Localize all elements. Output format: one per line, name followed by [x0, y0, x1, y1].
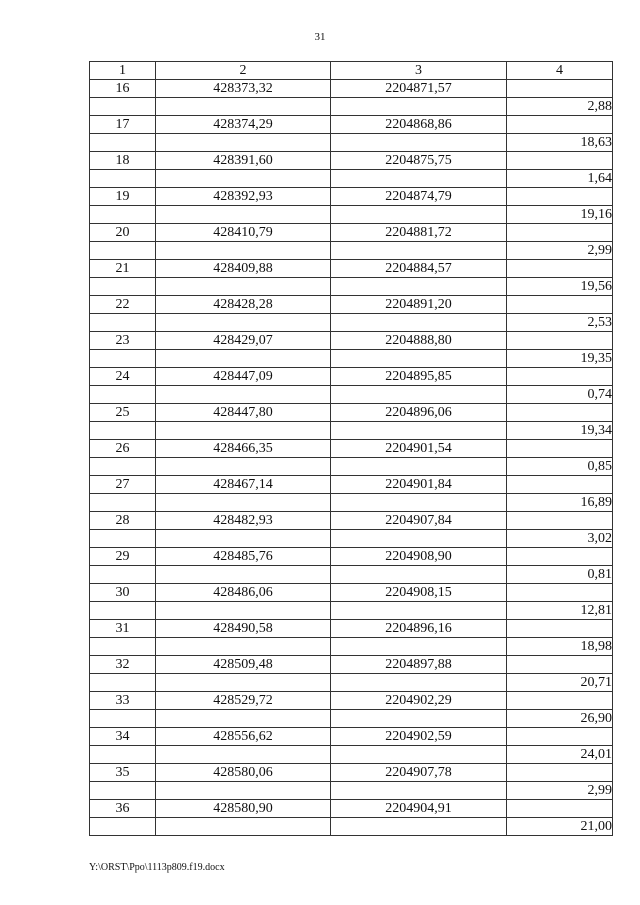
- y-coordinate-cell: 2204896,16: [331, 620, 507, 638]
- table-row: [90, 782, 613, 800]
- x-coordinate-cell: [156, 278, 331, 296]
- distance-cell: 0,85: [507, 458, 613, 476]
- distance-cell: 0,81: [507, 566, 613, 584]
- y-coordinate-cell: 2204881,72: [331, 224, 507, 242]
- x-coordinate-cell: 428482,93: [156, 512, 331, 530]
- y-coordinate-cell: 2204897,88: [331, 656, 507, 674]
- distance-cell: [507, 692, 613, 710]
- x-coordinate-cell: [156, 674, 331, 692]
- point-number-cell: 30: [90, 584, 156, 602]
- y-coordinate-cell: 2204871,57: [331, 80, 507, 98]
- table-row: [90, 170, 613, 188]
- distance-cell: [507, 224, 613, 242]
- table-row: [90, 116, 613, 134]
- y-coordinate-cell: [331, 782, 507, 800]
- distance-cell: [507, 332, 613, 350]
- x-coordinate-cell: 428509,48: [156, 656, 331, 674]
- x-coordinate-cell: [156, 206, 331, 224]
- y-coordinate-cell: 2204902,29: [331, 692, 507, 710]
- table-row: [90, 332, 613, 350]
- table-row: [90, 458, 613, 476]
- y-coordinate-cell: [331, 386, 507, 404]
- table-row: [90, 314, 613, 332]
- x-coordinate-cell: [156, 314, 331, 332]
- x-coordinate-cell: [156, 458, 331, 476]
- header-col-3: 3: [331, 62, 507, 80]
- footer-file-path: Y:\ORST\Ppo\1113p809.f19.docx: [89, 862, 225, 873]
- point-number-cell: [90, 206, 156, 224]
- y-coordinate-cell: [331, 566, 507, 584]
- distance-cell: [507, 476, 613, 494]
- x-coordinate-cell: [156, 818, 331, 836]
- distance-cell: [507, 188, 613, 206]
- header-col-4: 4: [507, 62, 613, 80]
- table-row: [90, 548, 613, 566]
- distance-cell: 3,02: [507, 530, 613, 548]
- distance-cell: 2,99: [507, 242, 613, 260]
- point-number-cell: 16: [90, 80, 156, 98]
- x-coordinate-cell: [156, 98, 331, 116]
- y-coordinate-cell: 2204908,15: [331, 584, 507, 602]
- distance-cell: 19,34: [507, 422, 613, 440]
- x-coordinate-cell: 428556,62: [156, 728, 331, 746]
- point-number-cell: [90, 602, 156, 620]
- y-coordinate-cell: 2204902,59: [331, 728, 507, 746]
- x-coordinate-cell: [156, 746, 331, 764]
- distance-cell: [507, 152, 613, 170]
- table-row: [90, 404, 613, 422]
- table-row: [90, 692, 613, 710]
- table-row: [90, 584, 613, 602]
- x-coordinate-cell: 428392,93: [156, 188, 331, 206]
- point-number-cell: 24: [90, 368, 156, 386]
- table-header-row: [90, 62, 613, 80]
- x-coordinate-cell: 428373,32: [156, 80, 331, 98]
- point-number-cell: [90, 638, 156, 656]
- distance-cell: 16,89: [507, 494, 613, 512]
- y-coordinate-cell: 2204896,06: [331, 404, 507, 422]
- distance-cell: [507, 116, 613, 134]
- point-number-cell: [90, 674, 156, 692]
- point-number-cell: 28: [90, 512, 156, 530]
- x-coordinate-cell: 428485,76: [156, 548, 331, 566]
- x-coordinate-cell: [156, 386, 331, 404]
- y-coordinate-cell: 2204901,54: [331, 440, 507, 458]
- x-coordinate-cell: 428580,90: [156, 800, 331, 818]
- table-row: [90, 188, 613, 206]
- x-coordinate-cell: 428486,06: [156, 584, 331, 602]
- y-coordinate-cell: [331, 818, 507, 836]
- distance-cell: [507, 80, 613, 98]
- x-coordinate-cell: 428429,07: [156, 332, 331, 350]
- x-coordinate-cell: 428529,72: [156, 692, 331, 710]
- x-coordinate-cell: [156, 602, 331, 620]
- table-row: [90, 818, 613, 836]
- distance-cell: [507, 368, 613, 386]
- x-coordinate-cell: 428467,14: [156, 476, 331, 494]
- point-number-cell: 19: [90, 188, 156, 206]
- table-row: [90, 278, 613, 296]
- y-coordinate-cell: 2204875,75: [331, 152, 507, 170]
- distance-cell: [507, 800, 613, 818]
- y-coordinate-cell: 2204891,20: [331, 296, 507, 314]
- point-number-cell: 36: [90, 800, 156, 818]
- y-coordinate-cell: [331, 710, 507, 728]
- x-coordinate-cell: [156, 242, 331, 260]
- point-number-cell: 33: [90, 692, 156, 710]
- distance-cell: 12,81: [507, 602, 613, 620]
- x-coordinate-cell: 428428,28: [156, 296, 331, 314]
- distance-cell: 19,16: [507, 206, 613, 224]
- distance-cell: 2,99: [507, 782, 613, 800]
- point-number-cell: 29: [90, 548, 156, 566]
- page-number: 31: [314, 31, 326, 43]
- distance-cell: 24,01: [507, 746, 613, 764]
- y-coordinate-cell: 2204901,84: [331, 476, 507, 494]
- y-coordinate-cell: 2204907,84: [331, 512, 507, 530]
- x-coordinate-cell: [156, 134, 331, 152]
- point-number-cell: [90, 98, 156, 116]
- distance-cell: 2,88: [507, 98, 613, 116]
- x-coordinate-cell: 428391,60: [156, 152, 331, 170]
- distance-cell: [507, 512, 613, 530]
- point-number-cell: 32: [90, 656, 156, 674]
- distance-cell: 1,64: [507, 170, 613, 188]
- point-number-cell: 26: [90, 440, 156, 458]
- distance-cell: [507, 656, 613, 674]
- distance-cell: 0,74: [507, 386, 613, 404]
- point-number-cell: [90, 422, 156, 440]
- table-row: [90, 674, 613, 692]
- point-number-cell: [90, 458, 156, 476]
- point-number-cell: [90, 494, 156, 512]
- coordinates-table: [89, 61, 613, 836]
- y-coordinate-cell: [331, 674, 507, 692]
- table-row: [90, 260, 613, 278]
- distance-cell: 20,71: [507, 674, 613, 692]
- distance-cell: 19,56: [507, 278, 613, 296]
- y-coordinate-cell: [331, 530, 507, 548]
- point-number-cell: 25: [90, 404, 156, 422]
- y-coordinate-cell: [331, 314, 507, 332]
- x-coordinate-cell: [156, 782, 331, 800]
- x-coordinate-cell: 428447,09: [156, 368, 331, 386]
- point-number-cell: 20: [90, 224, 156, 242]
- distance-cell: [507, 296, 613, 314]
- y-coordinate-cell: 2204868,86: [331, 116, 507, 134]
- point-number-cell: [90, 278, 156, 296]
- table-row: [90, 476, 613, 494]
- table-row: [90, 602, 613, 620]
- table-row: [90, 530, 613, 548]
- y-coordinate-cell: [331, 98, 507, 116]
- y-coordinate-cell: [331, 638, 507, 656]
- table-row: [90, 386, 613, 404]
- table-row: [90, 440, 613, 458]
- table-row: [90, 764, 613, 782]
- point-number-cell: [90, 746, 156, 764]
- point-number-cell: 35: [90, 764, 156, 782]
- table-row: [90, 494, 613, 512]
- y-coordinate-cell: [331, 206, 507, 224]
- y-coordinate-cell: [331, 350, 507, 368]
- point-number-cell: 18: [90, 152, 156, 170]
- distance-cell: 26,90: [507, 710, 613, 728]
- table-row: [90, 728, 613, 746]
- y-coordinate-cell: [331, 746, 507, 764]
- table-row: [90, 800, 613, 818]
- y-coordinate-cell: 2204904,91: [331, 800, 507, 818]
- x-coordinate-cell: 428580,06: [156, 764, 331, 782]
- distance-cell: 18,98: [507, 638, 613, 656]
- point-number-cell: 34: [90, 728, 156, 746]
- distance-cell: [507, 764, 613, 782]
- table-row: [90, 710, 613, 728]
- x-coordinate-cell: [156, 710, 331, 728]
- x-coordinate-cell: [156, 638, 331, 656]
- table-row: [90, 134, 613, 152]
- point-number-cell: 22: [90, 296, 156, 314]
- table-row: [90, 368, 613, 386]
- y-coordinate-cell: [331, 134, 507, 152]
- x-coordinate-cell: [156, 566, 331, 584]
- y-coordinate-cell: 2204907,78: [331, 764, 507, 782]
- x-coordinate-cell: [156, 170, 331, 188]
- x-coordinate-cell: 428466,35: [156, 440, 331, 458]
- point-number-cell: [90, 350, 156, 368]
- distance-cell: 19,35: [507, 350, 613, 368]
- table-row: [90, 566, 613, 584]
- distance-cell: [507, 440, 613, 458]
- y-coordinate-cell: [331, 422, 507, 440]
- point-number-cell: 17: [90, 116, 156, 134]
- distance-cell: 21,00: [507, 818, 613, 836]
- point-number-cell: [90, 242, 156, 260]
- table-row: [90, 296, 613, 314]
- distance-cell: [507, 584, 613, 602]
- header-col-1: 1: [90, 62, 156, 80]
- table-row: [90, 512, 613, 530]
- point-number-cell: [90, 314, 156, 332]
- x-coordinate-cell: [156, 530, 331, 548]
- y-coordinate-cell: [331, 170, 507, 188]
- y-coordinate-cell: 2204884,57: [331, 260, 507, 278]
- x-coordinate-cell: 428409,88: [156, 260, 331, 278]
- point-number-cell: [90, 386, 156, 404]
- point-number-cell: 31: [90, 620, 156, 638]
- table-row: [90, 638, 613, 656]
- distance-cell: [507, 728, 613, 746]
- table-row: [90, 206, 613, 224]
- y-coordinate-cell: 2204888,80: [331, 332, 507, 350]
- x-coordinate-cell: [156, 494, 331, 512]
- x-coordinate-cell: 428490,58: [156, 620, 331, 638]
- y-coordinate-cell: [331, 242, 507, 260]
- y-coordinate-cell: [331, 494, 507, 512]
- point-number-cell: [90, 710, 156, 728]
- point-number-cell: [90, 782, 156, 800]
- table-row: [90, 746, 613, 764]
- table-row: [90, 152, 613, 170]
- table-row: [90, 224, 613, 242]
- point-number-cell: [90, 566, 156, 584]
- y-coordinate-cell: [331, 602, 507, 620]
- x-coordinate-cell: 428447,80: [156, 404, 331, 422]
- distance-cell: 18,63: [507, 134, 613, 152]
- y-coordinate-cell: 2204895,85: [331, 368, 507, 386]
- x-coordinate-cell: [156, 350, 331, 368]
- table-row: [90, 656, 613, 674]
- point-number-cell: [90, 818, 156, 836]
- coordinates-table-body: [90, 62, 613, 836]
- distance-cell: [507, 260, 613, 278]
- table-row: [90, 242, 613, 260]
- x-coordinate-cell: 428410,79: [156, 224, 331, 242]
- x-coordinate-cell: 428374,29: [156, 116, 331, 134]
- y-coordinate-cell: [331, 458, 507, 476]
- point-number-cell: [90, 134, 156, 152]
- table-row: [90, 422, 613, 440]
- table-row: [90, 620, 613, 638]
- x-coordinate-cell: [156, 422, 331, 440]
- distance-cell: 2,53: [507, 314, 613, 332]
- y-coordinate-cell: 2204874,79: [331, 188, 507, 206]
- header-col-2: 2: [156, 62, 331, 80]
- table-row: [90, 80, 613, 98]
- distance-cell: [507, 404, 613, 422]
- point-number-cell: 21: [90, 260, 156, 278]
- distance-cell: [507, 548, 613, 566]
- point-number-cell: [90, 170, 156, 188]
- y-coordinate-cell: 2204908,90: [331, 548, 507, 566]
- point-number-cell: [90, 530, 156, 548]
- point-number-cell: 27: [90, 476, 156, 494]
- point-number-cell: 23: [90, 332, 156, 350]
- distance-cell: [507, 620, 613, 638]
- y-coordinate-cell: [331, 278, 507, 296]
- table-row: [90, 98, 613, 116]
- table-row: [90, 350, 613, 368]
